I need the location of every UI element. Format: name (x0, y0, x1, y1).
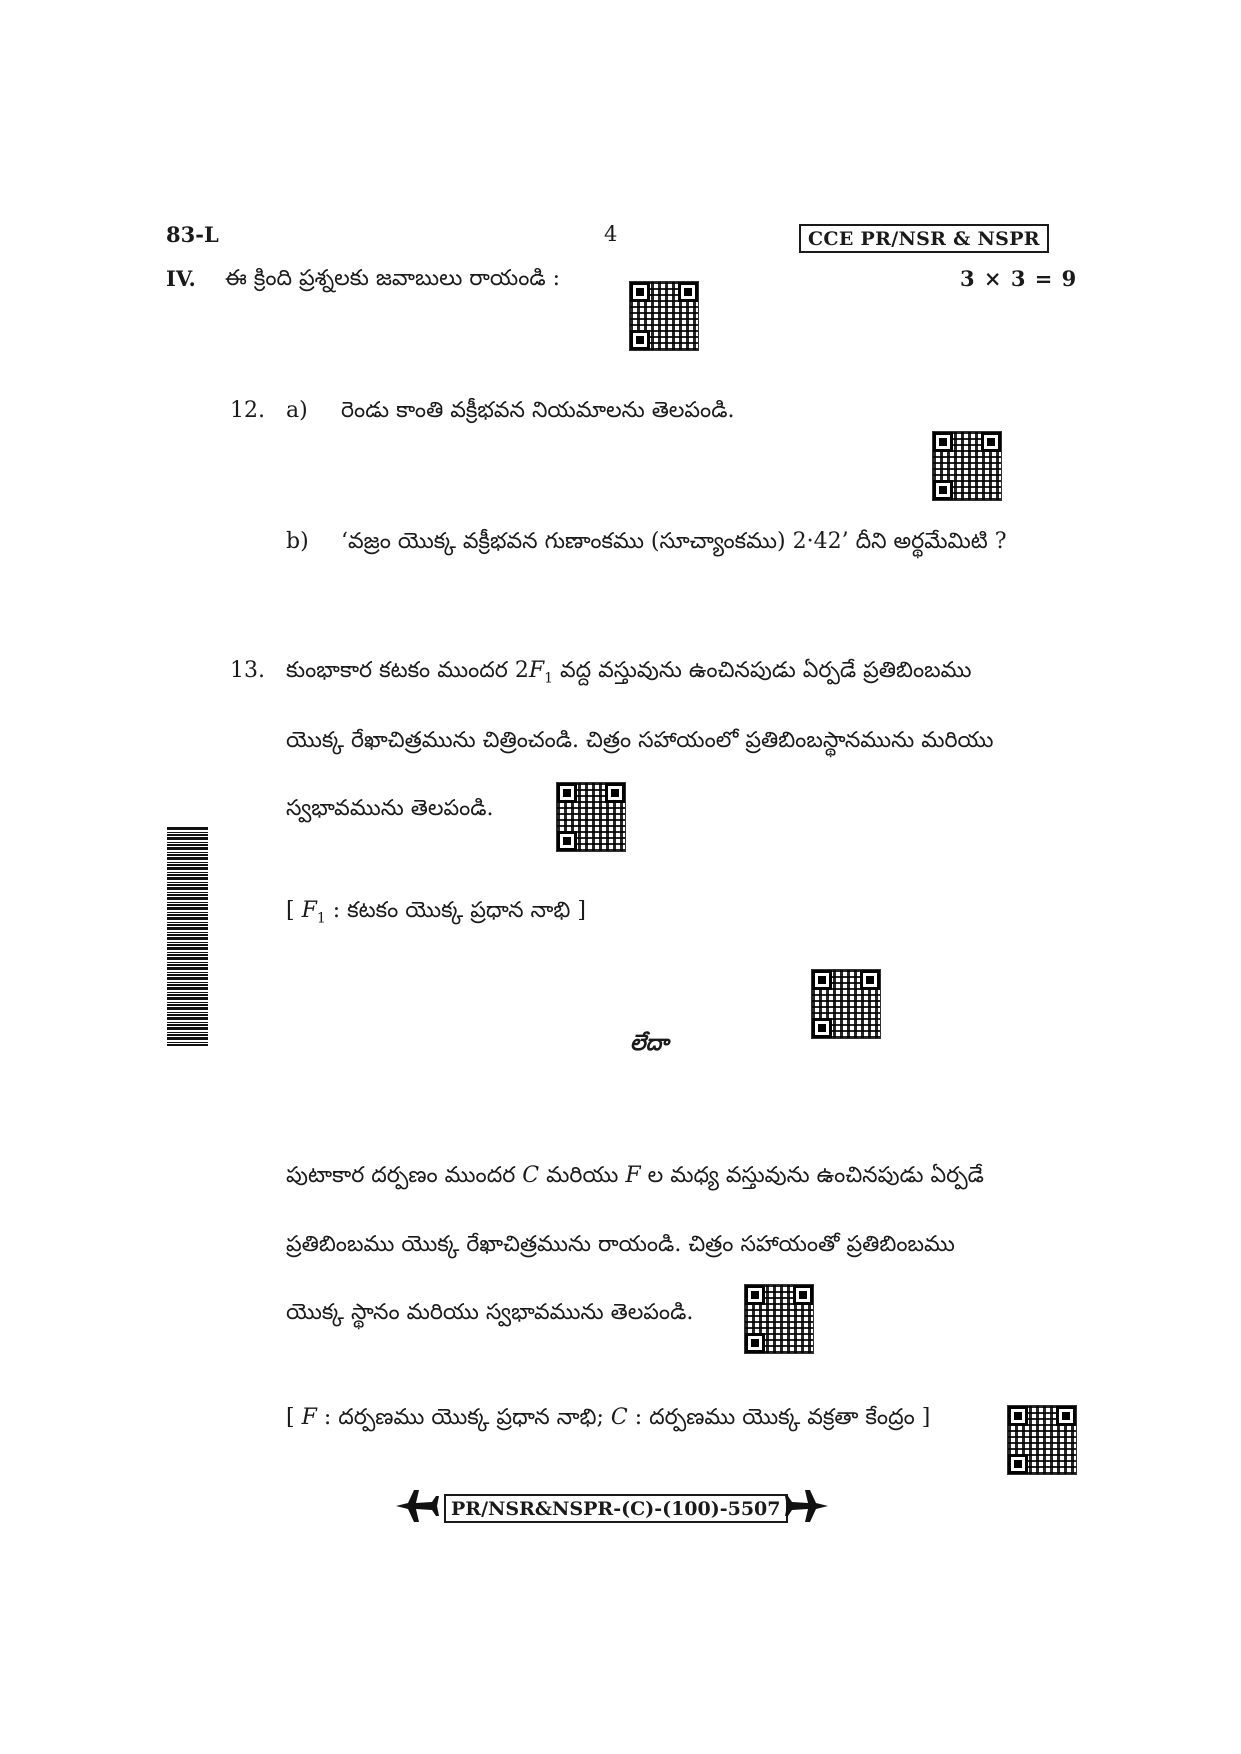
q13-var-f: F (528, 658, 545, 683)
q13-note (286, 898, 586, 928)
q13-alt-line-1 (286, 1163, 984, 1193)
section-marks: 3 × 3 = 9 (960, 266, 1078, 291)
barcode-icon (167, 826, 208, 1046)
q13-number: 13. (230, 658, 265, 683)
q13-alt-line-2: ప్రతిబింబము యొక్క రేఖాచిత్రమును రాయండి. చిత్రం సహాయంతో ప్రతిబింబము (286, 1232, 955, 1257)
q12-a-text: రెండు కాంతి వక్రీభవన నియమాలను తెలపండి. (341, 398, 735, 423)
qr-code-icon (933, 432, 1001, 500)
footer-code-box: PR/NSR&NSPR-(C)-(100)-5507 (444, 1494, 788, 1523)
q13-line-1 (286, 658, 972, 688)
q13-alt-var-c: C (522, 1163, 540, 1188)
airplane-icon (394, 1488, 440, 1524)
section-number: IV. (166, 266, 196, 291)
paper-code: 83-L (166, 222, 219, 247)
q13-line-2: యొక్క రేఖాచిత్రమును చిత్రించండి. చిత్రం సహాయంలో ప్రతిబింబస్థానమును మరియు (286, 728, 994, 753)
q13-alt-line-1-post: ల మధ్య వస్తువును ఉంచినపుడు ఏర్పడే (640, 1163, 984, 1188)
q12-b-text: ‘వజ్రం యొక్క వక్రీభవన గుణాంకము (సూచ్యాంకము) 2·42’ దీని అర్థమేమిటి ? (341, 529, 1007, 554)
q13-note-sub: 1 (316, 910, 326, 927)
q13-var-sub: 1 (544, 670, 553, 687)
q13-alt-note-end: : దర్పణము యొక్క వక్రతా కేంద్రం ] (627, 1405, 931, 1430)
q13-note-text: : కటకం యొక్క ప్రధాన నాభి ] (325, 898, 586, 923)
page-number: 4 (604, 222, 618, 246)
q13-alt-note-open: [ (286, 1405, 302, 1430)
q12-b-label: b) (286, 529, 309, 554)
q12-a-label: a) (286, 398, 308, 423)
q12-number: 12. (230, 398, 265, 423)
qr-code-icon (1008, 1406, 1076, 1474)
qr-code-icon (630, 282, 698, 350)
q13-alt-note (286, 1405, 930, 1435)
q13-line-1-pre: కుంభాకార కటకం ముందర 2 (286, 658, 529, 683)
q13-line-1-post: వద్ద వస్తువును ఉంచినపుడు ఏర్పడే ప్రతిబింబము (553, 658, 972, 683)
qr-code-icon (745, 1285, 813, 1353)
q13-alt-var-f: F (625, 1163, 641, 1188)
q13-alt-line-1-mid: మరియు (539, 1163, 626, 1188)
q13-alt-line-1-pre: పుటాకార దర్పణం ముందర (286, 1163, 523, 1188)
section-title: ఈ క్రింది ప్రశ్నలకు జవాబులు రాయండి : (225, 266, 561, 291)
airplane-icon (784, 1488, 830, 1524)
q13-note-var: F (301, 898, 317, 923)
q13-alt-line-3: యొక్క స్థానం మరియు స్వభావమును తెలపండి. (286, 1300, 694, 1325)
q13-line-3: స్వభావమును తెలపండి. (286, 796, 494, 821)
or-label: లేదా (630, 1030, 669, 1056)
exam-label-box: CCE PR/NSR & NSPR (799, 224, 1049, 253)
q13-note-open: [ (286, 898, 302, 923)
q13-alt-note-f: F (301, 1405, 317, 1430)
q13-alt-note-mid: : దర్పణము యొక్క ప్రధాన నాభి; (316, 1405, 611, 1430)
qr-code-icon (812, 970, 880, 1038)
qr-code-icon (557, 783, 625, 851)
q13-alt-note-c: C (610, 1405, 628, 1430)
